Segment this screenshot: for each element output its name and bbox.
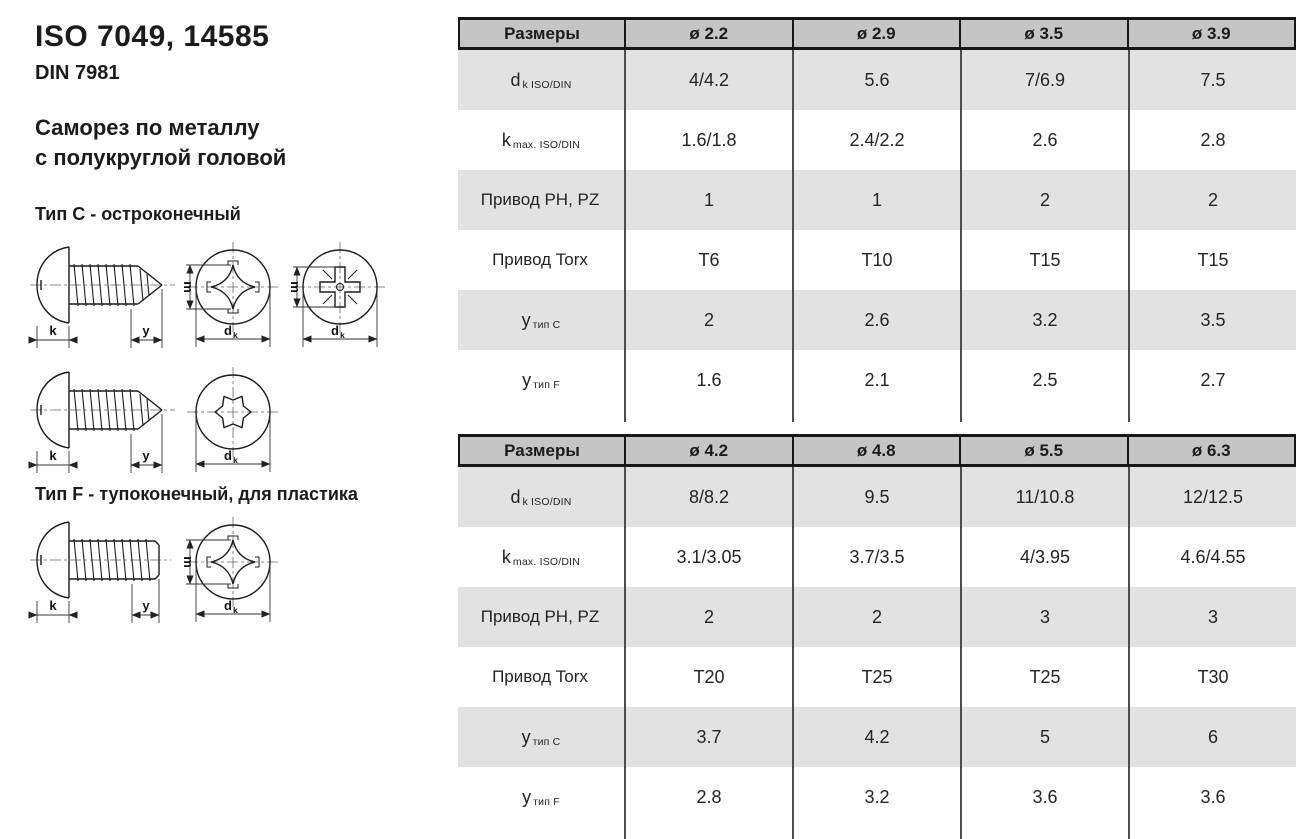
row-label — [458, 527, 624, 587]
table-cell: T10 — [792, 230, 960, 290]
table-cell: 4/3.95 — [960, 527, 1128, 587]
overhang-line — [792, 827, 960, 839]
overhang-spacer — [458, 410, 624, 422]
header-cell-diameter: ø 5.5 — [959, 437, 1127, 464]
row-label-sub: max. ISO/DIN — [512, 139, 581, 151]
row-label — [458, 767, 624, 827]
table-cell: T20 — [624, 647, 792, 707]
row-label-sub: k ISO/DIN — [522, 79, 572, 91]
table-row — [458, 50, 1296, 110]
row-label — [458, 587, 624, 647]
header-cell-diameter: ø 3.9 — [1127, 20, 1295, 47]
row-label-sub: тип F — [533, 379, 560, 391]
table-cell: 2.4/2.2 — [792, 110, 960, 170]
dim-label-m: m — [181, 281, 196, 293]
row-label-sub: k ISO/DIN — [522, 496, 572, 508]
type-f-heading: Тип F - тупоконечный, для пластика — [35, 484, 358, 504]
dim-label-k: k — [49, 598, 57, 613]
table-cell: 2.8 — [624, 767, 792, 827]
dim-label-dk-sub: k — [233, 330, 238, 340]
page-title: ISO 7049, 14585 — [35, 20, 270, 53]
table-cell: 9.5 — [792, 467, 960, 527]
table-cell: 3.6 — [960, 767, 1128, 827]
dim-label-m: m — [181, 556, 196, 568]
table-row — [458, 110, 1296, 170]
table-cell: 7/6.9 — [960, 50, 1128, 110]
header-cell-sizes: Размеры — [504, 440, 580, 460]
standard-subtitle: DIN 7981 — [35, 62, 120, 84]
dim-label-dk: d — [224, 448, 232, 463]
dim-label-y: y — [142, 598, 150, 613]
header-cell-diameter: ø 3.5 — [959, 20, 1127, 47]
overhang-line — [960, 827, 1128, 839]
table-cell: 3.2 — [960, 290, 1128, 350]
torx-head-top-view-drawing — [175, 365, 287, 480]
dim-label-dk: d — [224, 323, 232, 338]
column-line-overhang — [458, 410, 1296, 422]
header-cell-sizes: Размеры — [504, 23, 580, 43]
header-cell-diameter: ø 2.9 — [792, 20, 960, 47]
row-label-sub: тип C — [532, 736, 561, 748]
table-cell: 11/10.8 — [960, 467, 1128, 527]
product-name-line2: с полукруглой головой — [35, 145, 287, 170]
table-cell: 8/8.2 — [624, 467, 792, 527]
row-label-sub: тип C — [532, 319, 561, 331]
table-cell: 1 — [624, 170, 792, 230]
table-cell: 4/4.2 — [624, 50, 792, 110]
table-cell: T30 — [1128, 647, 1296, 707]
row-label — [458, 707, 624, 767]
table-cell: 3.1/3.05 — [624, 527, 792, 587]
dim-label-dk-sub: k — [340, 330, 345, 340]
screw-pointed-side-view-drawing — [28, 365, 178, 480]
screw-pointed-side-view-drawing — [28, 240, 178, 355]
row-label — [458, 647, 624, 707]
table-cell: 2 — [624, 290, 792, 350]
table-cell: T15 — [960, 230, 1128, 290]
dim-label-dk-sub: k — [233, 605, 238, 615]
pozidriv-head-top-view-drawing — [282, 240, 394, 355]
row-label-main: k — [501, 129, 511, 150]
table-row — [458, 647, 1296, 707]
table-cell: 1 — [792, 170, 960, 230]
row-label — [458, 467, 624, 527]
table-cell: 2 — [960, 170, 1128, 230]
type-c-heading: Тип C - остроконечный — [35, 204, 241, 224]
row-label-main: Привод Torx — [492, 667, 588, 686]
dim-label-k: k — [49, 448, 57, 463]
row-label-main: y — [521, 726, 531, 747]
table-header-row — [458, 17, 1296, 50]
product-name — [35, 113, 286, 173]
table-cell: 6 — [1128, 707, 1296, 767]
table-cell: 3.5 — [1128, 290, 1296, 350]
table-cell: 2 — [792, 587, 960, 647]
table-cell: T15 — [1128, 230, 1296, 290]
header-cell-diameter: ø 6.3 — [1127, 437, 1295, 464]
overhang-line — [792, 410, 960, 422]
dim-label-dk: d — [224, 598, 232, 613]
row-label — [458, 230, 624, 290]
overhang-line — [960, 410, 1128, 422]
table-cell: 3 — [1128, 587, 1296, 647]
table-cell: T25 — [792, 647, 960, 707]
table-row — [458, 230, 1296, 290]
table-cell: 7.5 — [1128, 50, 1296, 110]
header-cell-diameter: ø 4.8 — [792, 437, 960, 464]
table-cell: 5 — [960, 707, 1128, 767]
row-label-main: k — [501, 546, 511, 567]
dim-label-y: y — [142, 448, 150, 463]
table-cell: 2.6 — [960, 110, 1128, 170]
dim-label-k: k — [49, 323, 57, 338]
table-cell: 2.1 — [792, 350, 960, 410]
phillips-head-top-view-drawing — [175, 240, 287, 355]
dim-label-y: y — [142, 323, 150, 338]
screw-blunt-side-view-drawing — [28, 515, 178, 630]
table-cell: 1.6 — [624, 350, 792, 410]
table-cell: 3.2 — [792, 767, 960, 827]
table-row — [458, 707, 1296, 767]
row-label-main: d — [510, 69, 521, 90]
row-label-main: y — [521, 309, 531, 330]
table-cell: 2 — [624, 587, 792, 647]
table-cell: 1.6/1.8 — [624, 110, 792, 170]
table-cell: T6 — [624, 230, 792, 290]
dim-label-m: m — [288, 281, 303, 293]
dimensions-table-large-diameters — [458, 434, 1296, 839]
header-cell-diameter: ø 4.2 — [624, 437, 792, 464]
row-label-main: Привод PH, PZ — [480, 190, 600, 209]
table-row — [458, 170, 1296, 230]
overhang-spacer — [458, 827, 624, 839]
row-label — [458, 350, 624, 410]
table-row — [458, 587, 1296, 647]
overhang-line — [1128, 410, 1296, 422]
table-cell: 5.6 — [792, 50, 960, 110]
row-label — [458, 170, 624, 230]
table-cell: 3 — [960, 587, 1128, 647]
row-label-main: y — [522, 369, 532, 390]
table-row — [458, 350, 1296, 410]
product-name-line1: Саморез по металлу — [35, 115, 260, 140]
table-cell: 3.7 — [624, 707, 792, 767]
table-cell: 3.6 — [1128, 767, 1296, 827]
table-cell: 12/12.5 — [1128, 467, 1296, 527]
table-cell: 4.2 — [792, 707, 960, 767]
table-cell: T25 — [960, 647, 1128, 707]
table-cell: 2.8 — [1128, 110, 1296, 170]
table-cell: 2 — [1128, 170, 1296, 230]
row-label-main: Привод Torx — [492, 250, 588, 269]
table-row — [458, 290, 1296, 350]
table-row — [458, 527, 1296, 587]
table-cell: 2.5 — [960, 350, 1128, 410]
column-line-overhang — [458, 827, 1296, 839]
table-header-row — [458, 434, 1296, 467]
row-label-sub: тип F — [533, 796, 560, 808]
row-label — [458, 290, 624, 350]
table-row — [458, 467, 1296, 527]
table-cell: 2.7 — [1128, 350, 1296, 410]
table-cell: 4.6/4.55 — [1128, 527, 1296, 587]
overhang-line — [624, 827, 792, 839]
row-label-main: Привод PH, PZ — [480, 607, 600, 626]
dimensions-table-small-diameters — [458, 17, 1296, 422]
table-cell: 2.6 — [792, 290, 960, 350]
dim-label-dk: d — [331, 323, 339, 338]
dim-label-dk-sub: k — [233, 455, 238, 465]
table-row — [458, 767, 1296, 827]
row-label-main: y — [522, 786, 532, 807]
table-cell: 3.7/3.5 — [792, 527, 960, 587]
overhang-line — [1128, 827, 1296, 839]
header-cell-diameter: ø 2.2 — [624, 20, 792, 47]
row-label-sub: max. ISO/DIN — [512, 556, 581, 568]
row-label — [458, 110, 624, 170]
row-label-main: d — [510, 486, 521, 507]
row-label — [458, 50, 624, 110]
phillips-head-top-view-drawing — [175, 515, 287, 630]
overhang-line — [624, 410, 792, 422]
